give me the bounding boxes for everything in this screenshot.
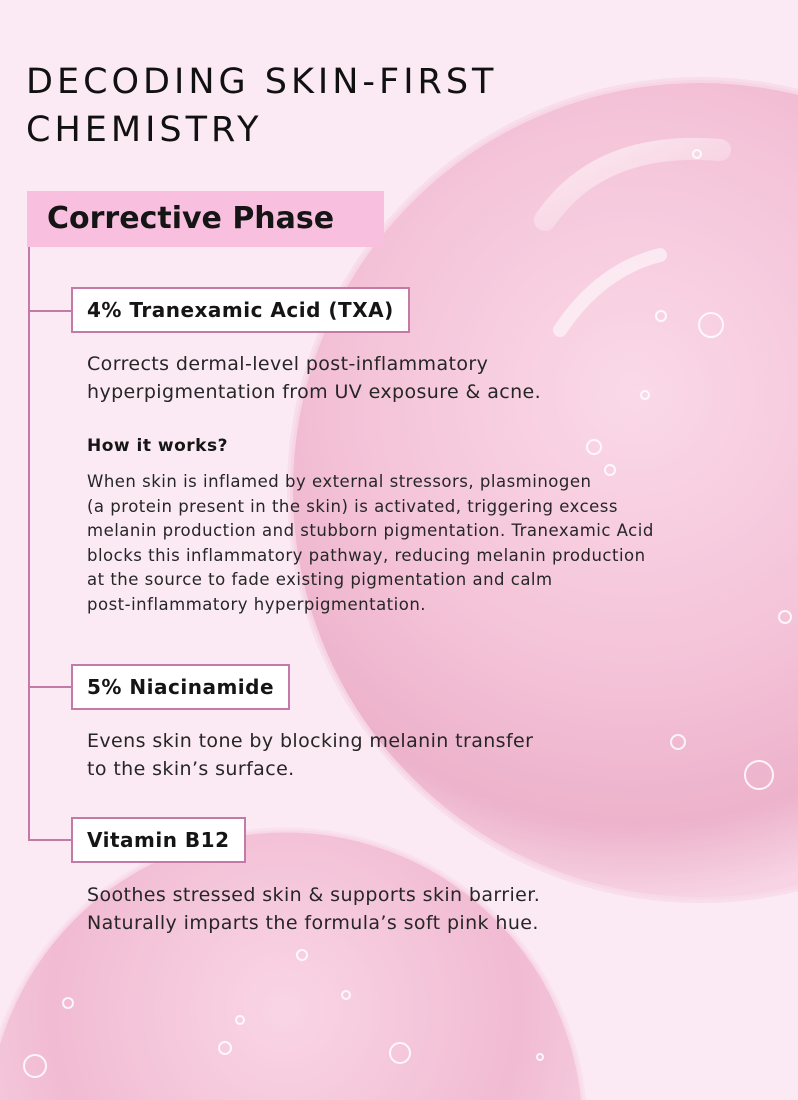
- description-line: to the skin’s surface.: [87, 758, 295, 780]
- description-line: Evens skin tone by blocking melanin transfer: [87, 730, 534, 752]
- ingredient-name: Vitamin B12: [87, 828, 230, 852]
- how-it-works-line: melanin production and stubborn pigmentation. Tranexamic Acid: [87, 521, 654, 541]
- connector-branch-niacinamide: [28, 686, 72, 688]
- how-it-works-line: blocks this inflammatory pathway, reducing melanin production: [87, 545, 646, 565]
- how-it-works-line: When skin is inflamed by external stressors, plasminogen: [87, 472, 592, 491]
- connector-branch-txa: [28, 310, 72, 312]
- page-title-line-2: CHEMISTRY: [26, 110, 263, 150]
- ingredient-tag-txa: [71, 287, 410, 333]
- page-title: [26, 58, 726, 154]
- how-it-works-text: [87, 470, 777, 618]
- ingredient-description-vitamin-b12: [87, 881, 767, 937]
- ingredient-description-txa: [87, 350, 767, 406]
- how-it-works-line: post-inflammatory hyperpigmentation.: [87, 594, 427, 614]
- description-line: Corrects dermal-level post-inflammatory: [87, 353, 489, 375]
- ingredient-name: 5% Niacinamide: [87, 675, 275, 699]
- connector-trunk-line: [28, 247, 30, 840]
- how-it-works-line: at the source to fade existing pigmentation and calm: [87, 570, 553, 590]
- ingredient-name: 4% Tranexamic Acid (TXA): [87, 298, 394, 322]
- ingredient-tag-niacinamide: [71, 664, 290, 710]
- description-line: Soothes stressed skin & supports skin barrier.: [87, 884, 541, 906]
- ingredient-description-niacinamide: [87, 727, 767, 783]
- ingredient-tag-vitamin-b12: [71, 817, 246, 863]
- description-line: hyperpigmentation from UV exposure & acne.: [87, 381, 542, 403]
- description-line: Naturally imparts the formula’s soft pink hue.: [87, 912, 539, 934]
- page-title-line-1: DECODING SKIN-FIRST: [26, 62, 498, 102]
- how-it-works-heading: How it works?: [87, 436, 228, 456]
- connector-branch-b12: [28, 839, 72, 841]
- phase-title: Corrective Phase: [47, 201, 335, 236]
- how-it-works-line: (a protein present in the skin) is activated, triggering excess: [87, 496, 618, 516]
